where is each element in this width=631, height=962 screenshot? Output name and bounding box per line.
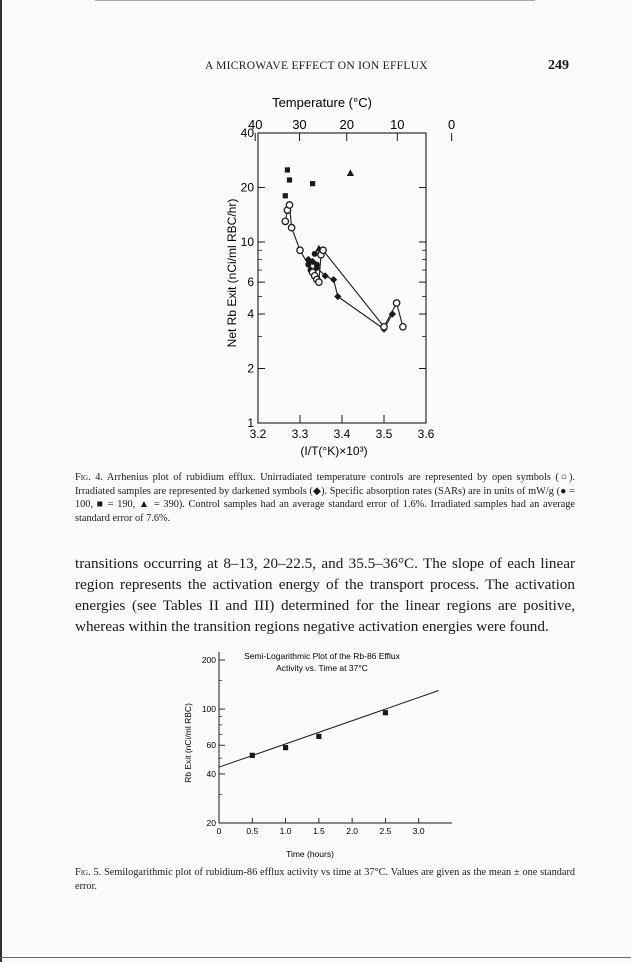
figure-4-x-tick-label: 3.4 [333,427,351,441]
figure-5-point [250,753,255,758]
figure-5-point [383,710,388,715]
figure-5-point [316,734,321,739]
figure-4-series-line-open-circle [285,205,403,327]
figure-4-x-tick-label: 3.5 [375,427,393,441]
figure-5-y-tick-label: 60 [206,740,216,751]
figure-4-caption [75,471,575,525]
figure-5-caption [75,866,575,893]
figure-4-point-diamond [330,276,337,283]
figure-4-point-open-circle [297,247,303,253]
figure-4-point-open-circle [286,202,292,208]
figure-4-x-tick-label: 3.2 [249,427,267,441]
figure-4-point-filled-square [285,167,290,172]
figure-4-point-open-circle [393,300,399,306]
figure-4-y-tick-label: 4 [247,307,254,322]
figure-4-point-filled-circle [314,262,320,268]
page-header [0,58,631,78]
figure-4-axes [241,117,456,441]
body-paragraph: transitions occurring at 8–13, 20–22.5, and 35.5–36°C. The slope of each linear region represents the activation energy of the transport process. The activation energies (see Tables II and III) determined for the linear regions are positive, whereas within the transition regions negative activation energies were found. [75,555,575,635]
running-head: A MICROWAVE EFFECT ON ION EFFLUX [205,60,428,72]
figure-5-y-tick-label: 100 [201,704,216,715]
figure-4-lines [285,205,403,329]
top-rule [95,0,535,1]
figure-4-y-tick-label: 20 [240,180,254,195]
figure-5-x-tick-label: 1.5 [312,826,325,836]
figure-5-y-tick-label: 40 [206,768,216,779]
figure-4-point-filled-circle [312,251,318,257]
figure-5-x-tick-label: 1.0 [279,826,292,836]
figure-5-chart [0,643,631,863]
figure-4-point-open-circle [288,224,294,230]
figure-5-y-tick-label: 200 [201,655,216,665]
figure-4-top-tick-label: 0 [447,117,456,132]
figure-4-y-tick-label: 1 [247,416,254,430]
figure-5-axes [202,652,452,836]
figure-4-caption-text: Arrhenius plot of rubidium efflux. Unirradiated temperature controls are represented by open symbols (○). Irradiated samples are represented by darkened symbols (◆). Specific absorption rates (SARs) are in units of mW/g (● = 100, ■ = 190, ▲ = 390). Control samples had an average standard error of 1.6%. Irradiated samples had an average standard error of 7.6%. [75,472,575,524]
figure-4-frame [258,133,426,423]
figure-4-point-open-circle [400,324,406,330]
figure-5-point [283,745,288,750]
figure-4-y-tick-label: 40 [240,126,254,140]
figure-4-point-filled-square [283,193,288,198]
figure-4-x-tick-label: 3.3 [291,427,309,441]
figure-4-y-axis-label: Net Rb Exit (nCi/ml RBC/hr) [225,198,239,348]
figure-5-y-tick-label: 20 [206,818,216,828]
figure-4-y-tick-label: 6 [247,275,254,290]
figure-5-x-tick-label: 0 [216,826,222,836]
figure-4-top-tick-label: 20 [339,117,354,132]
page-number: 249 [548,58,569,73]
figure-4-x-axis-label: (I/T(°K)×10³) [300,444,368,458]
figure-4-point-filled-square [310,181,315,186]
figure-4-point-filled-triangle [347,169,354,176]
figure-4-top-tick-label: 40 [247,117,263,132]
figure-4-point-open-circle [320,247,326,253]
bottom-rule [0,957,631,958]
figure-5-x-axis-label: Time (hours) [286,849,334,859]
figure-4-caption-label: Fig. 4. [75,472,103,483]
figure-5-points [250,710,388,758]
figure-4-point-diamond [334,293,341,300]
figure-4-point-open-circle [381,324,387,330]
figure-4-point-filled-circle [305,262,311,268]
figure-5-title: Semi-Logarithmic Plot of the Rb-86 Efflux [244,651,400,661]
figure-4-top-tick-label: 10 [390,117,405,132]
figure-5-x-tick-label: 2.0 [346,826,359,836]
figure-4-point-filled-square [287,177,292,182]
figure-5-subtitle: Activity vs. Time at 37°C [276,663,368,673]
figure-4-top-tick-label: 30 [292,117,307,132]
figure-5-x-tick-label: 2.5 [379,826,392,836]
figure-4-y-tick-label: 10 [240,234,254,249]
figure-4-point-open-circle [282,218,288,224]
figure-4-series-line-diamond [308,260,392,330]
figure-5-x-tick-label: 3.0 [412,826,425,836]
figure-5-x-tick-label: 0.5 [246,826,259,836]
figure-4-points [282,167,406,332]
figure-4-y-tick-label: 2 [247,361,254,376]
figure-5-y-axis-label: Rb Exit (nCi/ml RBC) [183,703,193,783]
figure-5-caption-label: Fig. 5. [75,867,102,878]
figure-4-top-axis-label: Temperature (°C) [272,95,372,110]
figure-5-caption-text: Semilogarithmic plot of rubidium-86 efflux activity vs time at 37°C. Values are given as the mean ± one standard error. [75,867,576,892]
figure-4-point-open-circle [316,279,322,285]
figure-4-x-tick-label: 3.6 [417,427,435,441]
